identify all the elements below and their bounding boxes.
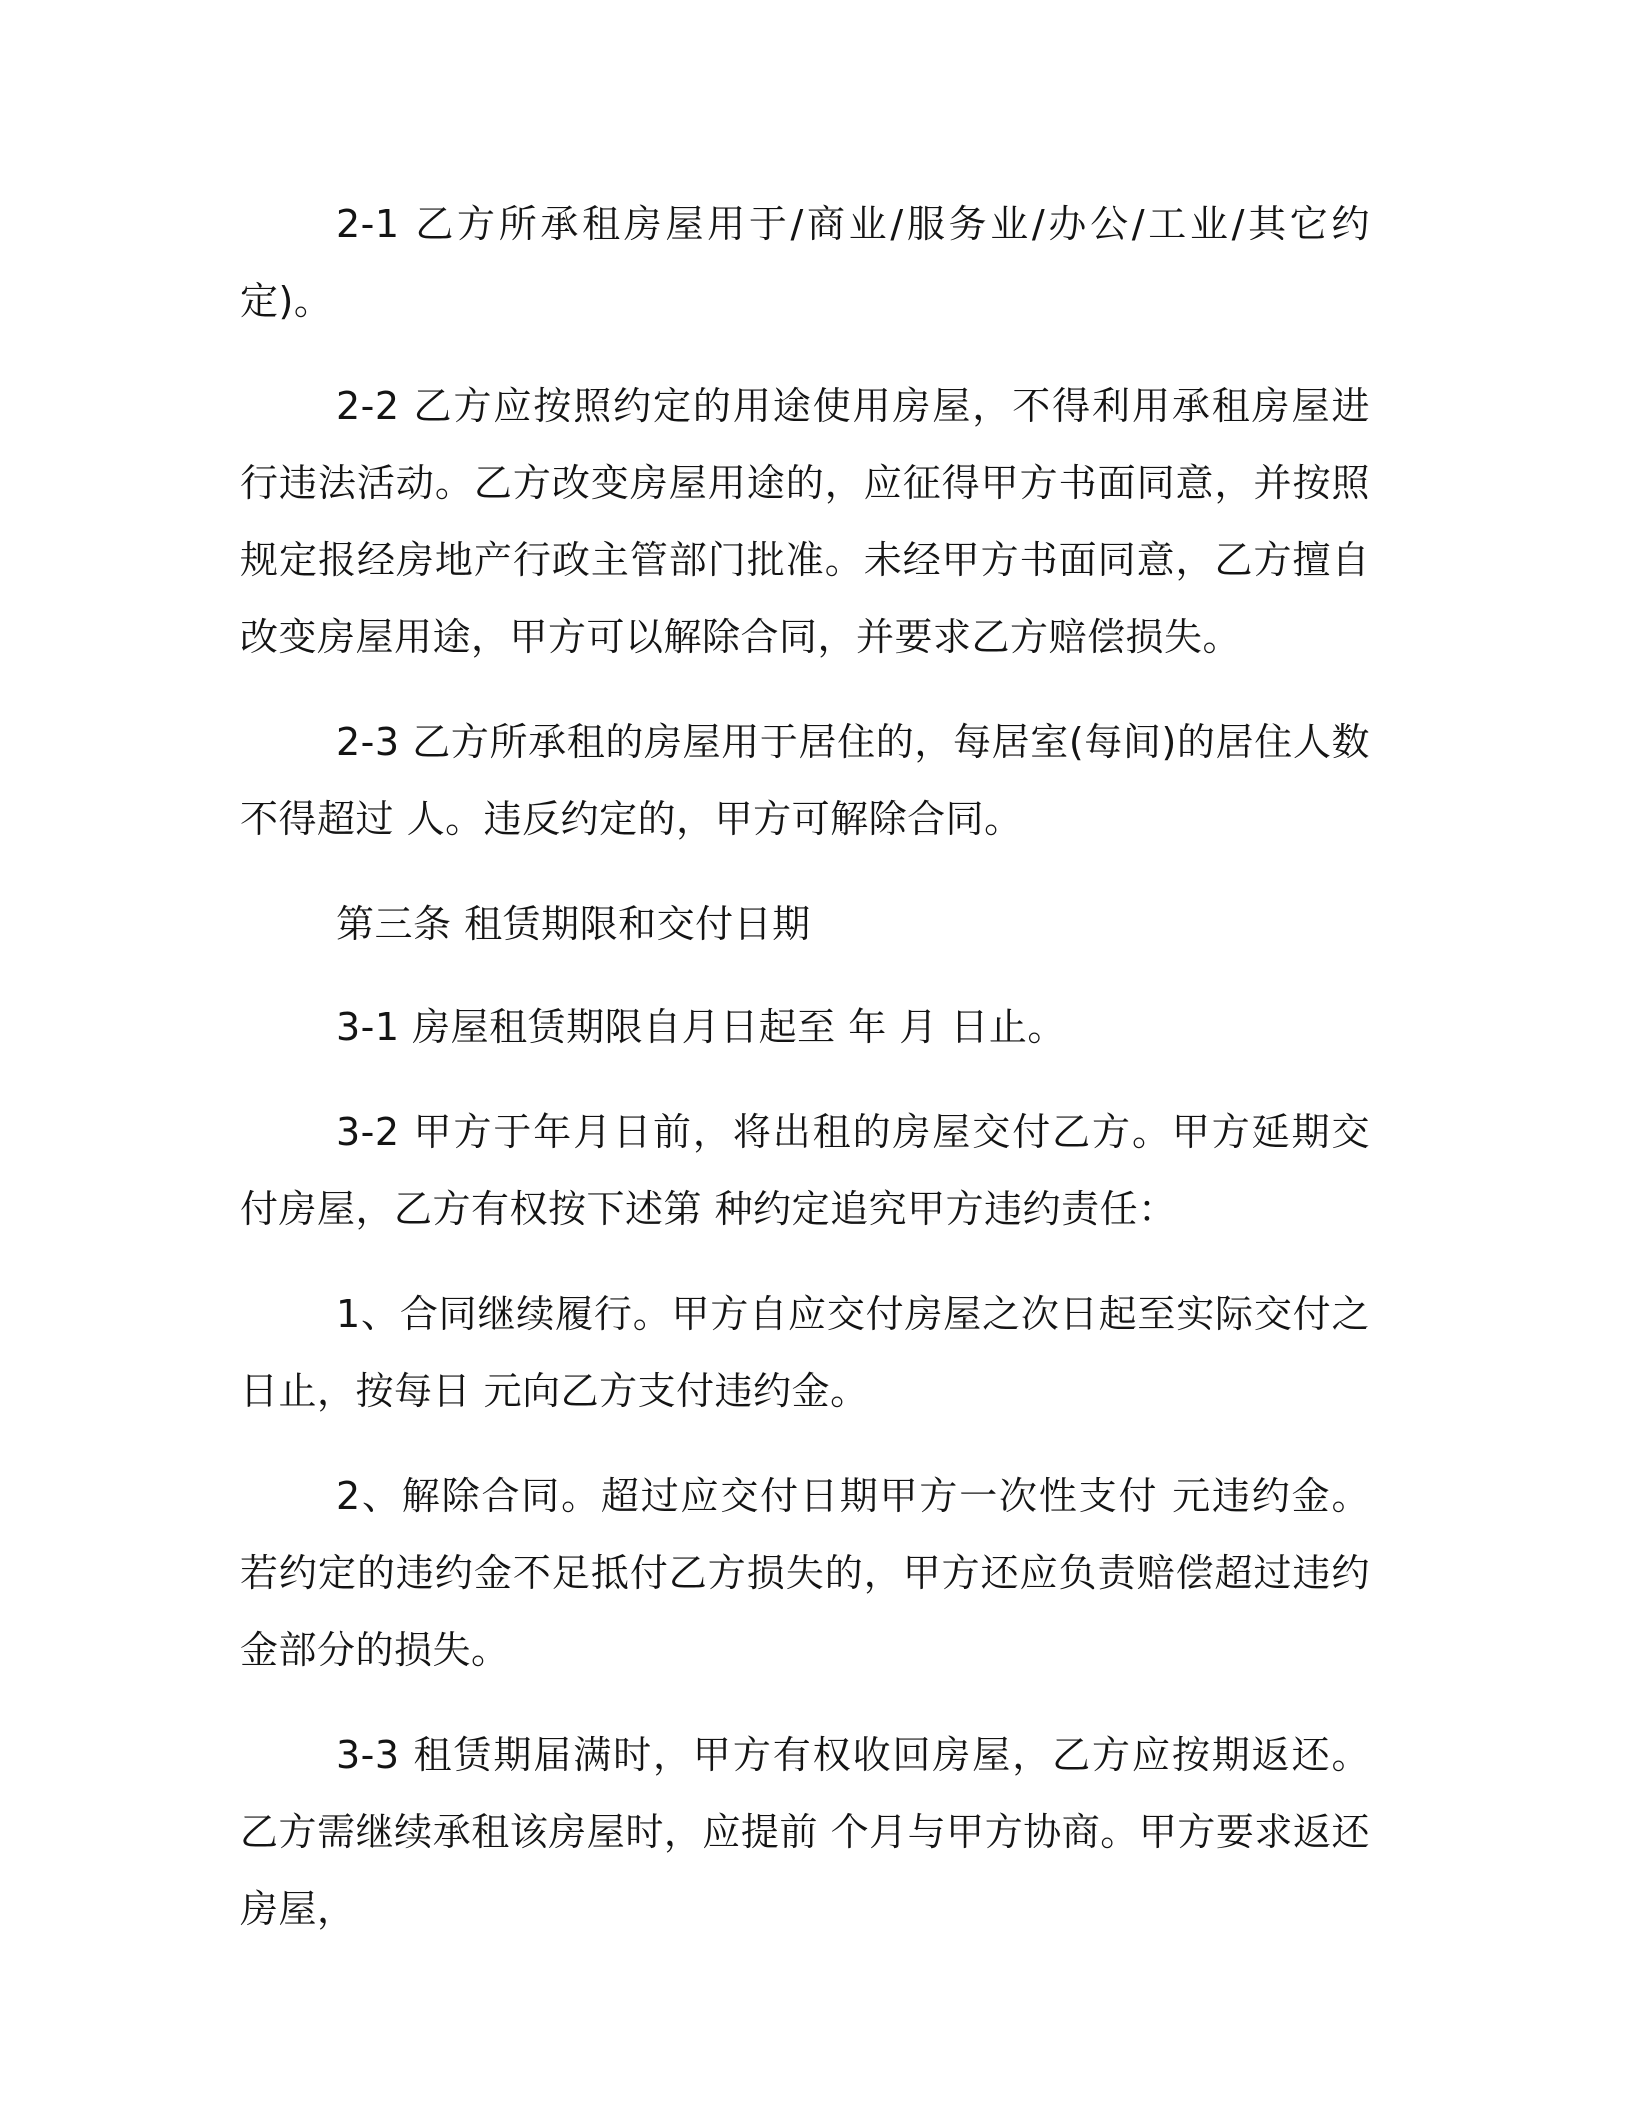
clause-2-1: 2-1 乙方所承租房屋用于/商业/服务业/办公/工业/其它约定)。 [240,202,1370,323]
clause-3-2-option-2: 2、解除合同。超过应交付日期甲方一次性支付 元违约金。若约定的违约金不足抵付乙方损失的，甲方还应负责赔偿超过违约金部分的损失。 [240,1474,1370,1672]
clause-3-2-option-1: 1、合同继续履行。甲方自应交付房屋之次日起至实际交付之日止，按每日 元向乙方支付违约金。 [240,1292,1370,1413]
document-body [240,186,1370,1976]
clause-3-1: 3-1 房屋租赁期限自月日起至 年 月 日止。 [336,1005,1066,1049]
clause-2-2: 2-2 乙方应按照约定的用途使用房屋，不得利用承租房屋进行违法活动。乙方改变房屋用途的，应征得甲方书面同意，并按照规定报经房地产行政主管部门批准。未经甲方书面同意，乙方擅自改变房屋用途，甲方可以解除合同，并要求乙方赔偿损失。 [240,384,1370,659]
clause-3-3: 3-3 租赁期届满时，甲方有权收回房屋，乙方应按期返还。乙方需继续承租该房屋时，应提前 个月与甲方协商。甲方要求返还房屋， [240,1733,1370,1931]
clause-2-3: 2-3 乙方所承租的房屋用于居住的，每居室(每间)的居住人数不得超过 人。违反约定的，甲方可解除合同。 [240,720,1370,841]
article-3-heading: 第三条 租赁期限和交付日期 [336,902,811,946]
clause-3-2: 3-2 甲方于年月日前，将出租的房屋交付乙方。甲方延期交付房屋，乙方有权按下述第 种约定追究甲方违约责任： [240,1110,1370,1231]
